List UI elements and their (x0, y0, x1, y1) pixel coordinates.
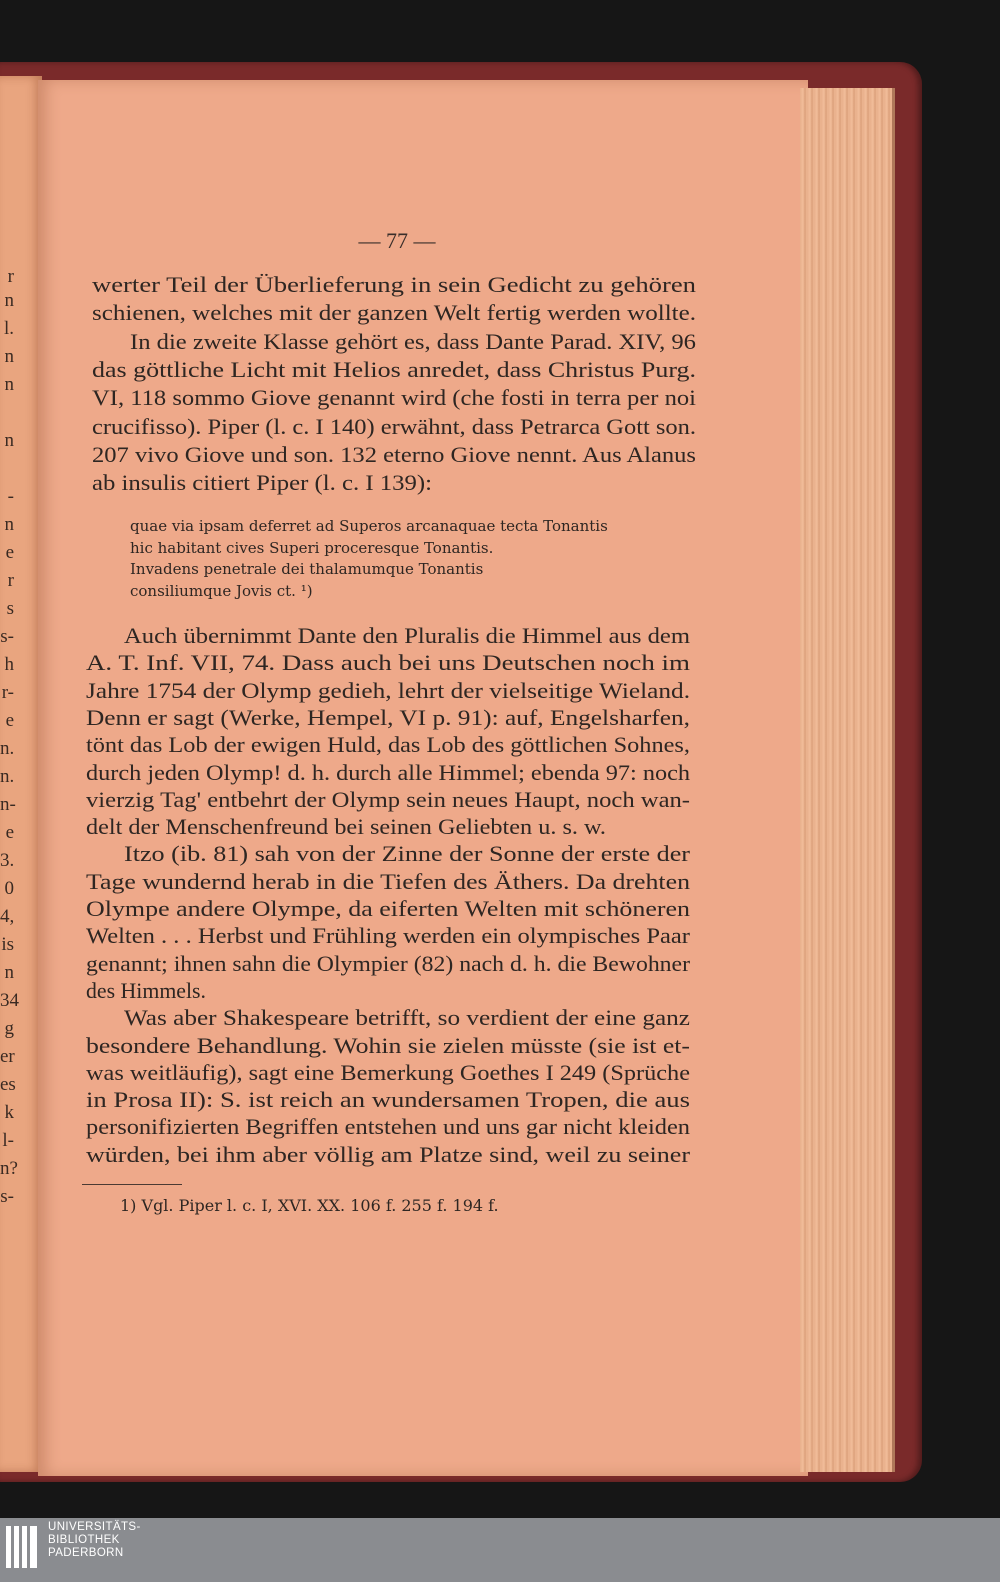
prev-page-fragment: n (4, 514, 14, 535)
prev-page-fragment: es (0, 1074, 16, 1095)
text-line: ab insulis citiert Piper (l. c. I 139): (92, 470, 433, 496)
prev-page-fragment: n (4, 374, 14, 395)
text-line: durch jeden Olymp! d. h. durch alle Himmel; ebenda 97: noch (86, 759, 691, 785)
text-line: das göttliche Licht mit Helios anredet, dass Christus Purg. (92, 356, 696, 382)
text-line: Auch übernimmt Dante den Pluralis die Himmel aus dem (124, 623, 691, 648)
prev-page-fragment: g (4, 1018, 14, 1039)
prev-page-fragment: e (5, 710, 14, 731)
text-line: In die zweite Klasse gehört es, dass Dante Parad. XIV, 96 (130, 328, 696, 354)
prev-page-fragment: s- (0, 626, 14, 647)
prev-page-fragment: 3. (0, 850, 15, 871)
text-line: Denn er sagt (Werke, Hempel, VI p. 91): auf, Engelsharfen, (86, 704, 690, 730)
text-line: genannt; ihnen sahn die Olympier (82) nach d. h. die Bewohner (86, 950, 691, 976)
text-line: delt der Menschenfreund bei seinen Geliebten u. s. w. (86, 814, 607, 840)
text-line: Welten . . . Herbst und Frühling werden ein olympisches Paar (86, 923, 690, 949)
prev-page-fragment: 4, (0, 906, 15, 927)
previous-page-edge (0, 76, 42, 1472)
library-logo-icon (6, 1526, 42, 1568)
text-line: personifizierten Begriffen entstehen und uns gar nicht kleiden (86, 1114, 691, 1140)
prev-page-fragment: er (0, 1046, 15, 1067)
library-name-line3: PADERBORN (48, 1547, 124, 1559)
prev-page-fragment: n. (0, 766, 15, 787)
footnote-rule (82, 1184, 182, 1185)
prev-page-fragment: 34 (0, 990, 19, 1011)
prev-page-fragment: - (7, 486, 14, 507)
text-line: was weitläufig), sagt eine Bemerkung Goethes I 249 (Sprüche (86, 1059, 690, 1085)
text-line: tönt das Lob der ewigen Huld, das Lob des göttlichen Sohnes, (86, 732, 690, 758)
prev-page-fragment: n (4, 430, 14, 451)
text-line: Jahre 1754 der Olymp gedieh, lehrt der vielseitige Wieland. (86, 677, 691, 703)
prev-page-fragment: n? (0, 1158, 18, 1179)
prev-page-fragment: l. (3, 318, 14, 339)
text-line: besondere Behandlung. Wohin sie zielen müsste (sie ist et- (86, 1032, 690, 1058)
library-name (48, 1521, 141, 1560)
prev-page-fragment: s (6, 598, 14, 619)
prev-page-fragment: k (4, 1102, 14, 1123)
prev-page-fragment: e (5, 822, 14, 843)
text-line: Was aber Shakespeare betrifft, so verdient der eine ganz (124, 1005, 691, 1031)
prev-page-fragment: l- (2, 1130, 14, 1151)
text-line: Tage wundernd herab in die Tiefen des Äthers. Da drehten (86, 868, 691, 894)
prev-page-fragment: e (5, 542, 14, 563)
quote-line: consiliumque Jovis ct. ¹) (130, 581, 313, 600)
prev-page-fragment: h (4, 654, 14, 675)
prev-page-fragment: r (7, 570, 14, 591)
text-line: vierzig Tag' entbehrt der Olymp sein neues Haupt, noch wan- (86, 786, 691, 812)
text-line: Olympe andere Olympe, da eiferten Welten mit schöneren (86, 896, 691, 921)
prev-page-fragment: n. (0, 738, 15, 759)
page-stack-edges (800, 88, 895, 1472)
text-line: Itzo (ib. 81) sah von der Zinne der Sonne der erste der (124, 841, 691, 867)
library-footer-bar (0, 1518, 1000, 1582)
prev-page-fragment: n (4, 962, 14, 983)
text-line: in Prosa II): S. ist reich an wundersamen Tropen, die aus (86, 1087, 690, 1113)
prev-page-fragment: n- (0, 794, 16, 815)
prev-page-fragment: s- (0, 1186, 14, 1207)
text-line: crucifisso). Piper (l. c. I 140) erwähnt, dass Petrarca Gott son. (92, 413, 697, 439)
library-name-line1: UNIVERSITÄTS- (48, 1521, 141, 1533)
text-line: des Himmels. (86, 977, 206, 1003)
text-line: VI, 118 sommo Giove genannt wird (che fosti in terra per noi (92, 385, 697, 411)
prev-page-fragment: n (4, 346, 14, 367)
prev-page-fragment: n (4, 290, 14, 311)
text-line: werter Teil der Überlieferung in sein Gedicht zu gehören (92, 272, 697, 297)
prev-page-fragment: r (7, 266, 14, 287)
footnote: 1) Vgl. Piper l. c. I, XVI. XX. 106 f. 255 f. 194 f. (120, 1196, 499, 1215)
prev-page-fragment: is (1, 934, 14, 955)
prev-page-fragment: r- (1, 682, 14, 703)
page-number: — 77 — (358, 228, 436, 253)
text-line: würden, bei ihm aber völlig am Platze sind, weil zu seiner (86, 1141, 691, 1167)
quote-line: hic habitant cives Superi proceresque Tonantis. (130, 538, 494, 557)
text-line: schienen, welches mit der ganzen Welt fertig werden wollte. (92, 300, 696, 326)
text-line: 207 vivo Giove und son. 132 eterno Giove nennt. Aus Alanus (92, 441, 696, 467)
quote-line: Invadens penetrale dei thalamumque Tonantis (130, 560, 484, 578)
text-line: A. T. Inf. VII, 74. Dass auch bei uns Deutschen noch im (86, 650, 690, 676)
quote-line: quae via ipsam deferret ad Superos arcanaquae tecta Tonantis (130, 517, 608, 535)
library-name-line2: BIBLIOTHEK (48, 1534, 120, 1546)
prev-page-fragment: 0 (4, 878, 14, 899)
